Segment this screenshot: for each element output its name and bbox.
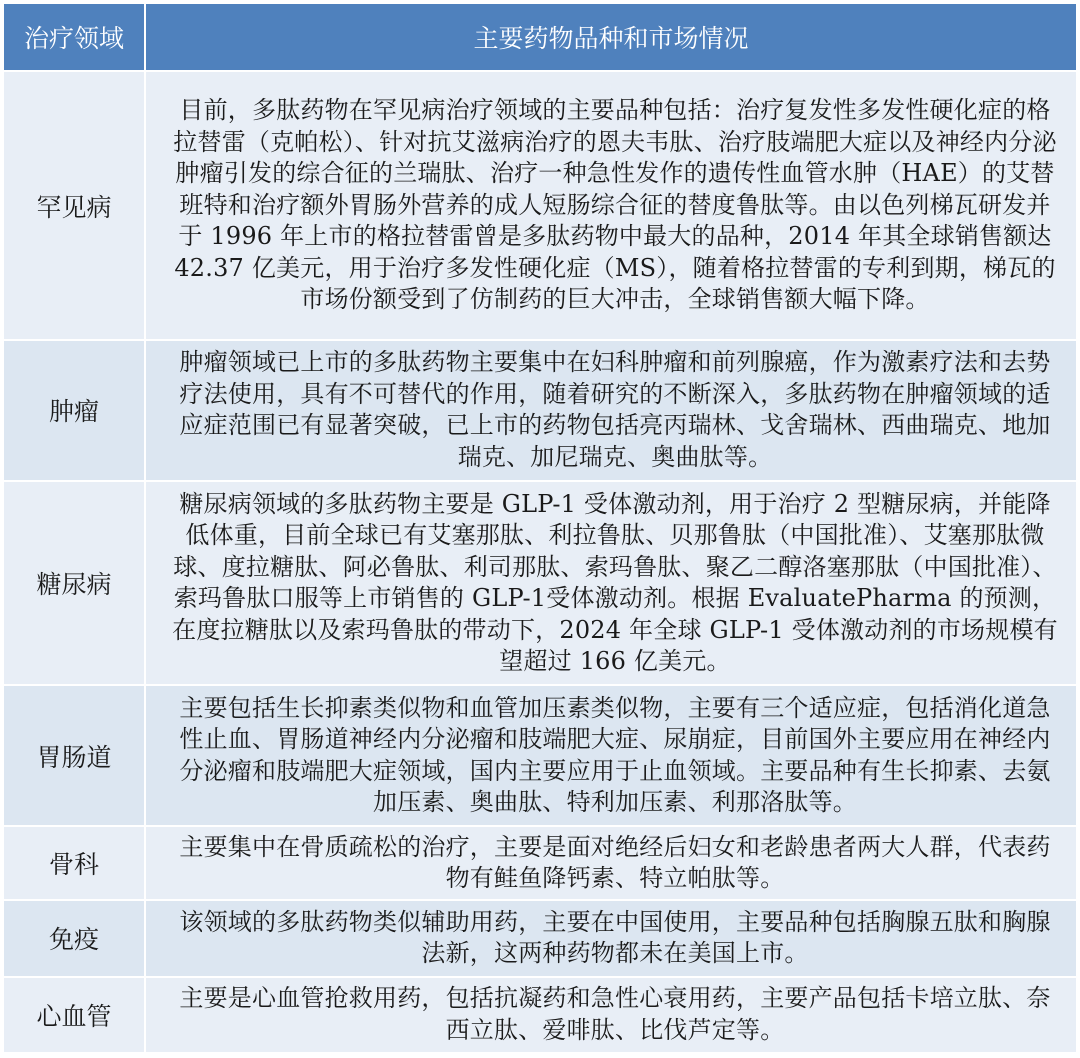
header-row xyxy=(3,3,1077,71)
row-description xyxy=(145,826,1077,900)
row-field: 肿瘤 xyxy=(3,340,145,481)
table-body xyxy=(3,71,1077,1053)
row-field: 胃肠道 xyxy=(3,685,145,826)
row-description xyxy=(145,977,1077,1053)
table-row xyxy=(3,340,1077,481)
drug-market-table xyxy=(2,2,1078,1054)
row-description-text: 该领域的多肽药物类似辅助用药，主要在中国使用，主要品种包括胸腺五肽和胸腺法新，这两种药物都未在美国上市。 xyxy=(179,907,1051,968)
row-description xyxy=(145,71,1077,340)
row-description xyxy=(145,685,1077,826)
table-row xyxy=(3,826,1077,900)
table-row xyxy=(3,71,1077,340)
row-field: 糖尿病 xyxy=(3,481,145,686)
row-description xyxy=(145,900,1077,976)
row-field: 心血管 xyxy=(3,977,145,1053)
row-description xyxy=(145,340,1077,481)
row-description xyxy=(145,481,1077,686)
row-field: 免疫 xyxy=(3,900,145,976)
row-field: 骨科 xyxy=(3,826,145,900)
row-description-text: 目前，多肽药物在罕见病治疗领域的主要品种包括：治疗复发性多发性硬化症的格拉替雷（克帕松）、针对抗艾滋病治疗的恩夫韦肽、治疗肢端肥大症以及神经内分泌肿瘤引发的综合征的兰瑞肽、治疗一种急性发作的遗传性血管水肿（HAE）的艾替班特和治疗额外胃肠外营养的成人短肠综合征的替度鲁肽等。由以色列梯瓦研发并于 1996 年上市的格拉替雷曾是多肽药物中最大的品种，2014 年其全球销售额达 42.37 亿美元，用于治疗多发性硬化症（MS），随着格拉替雷的专利到期，梯瓦的市场份额受到了仿制药的巨大冲击，全球销售额大幅下降。 xyxy=(173,96,1057,314)
row-description-text: 主要是心血管抢救用药，包括抗凝药和急性心衰用药，主要产品包括卡培立肽、奈西立肽、爱啡肽、比伐芦定等。 xyxy=(179,984,1051,1044)
row-description-text: 主要集中在骨质疏松的治疗，主要是面对绝经后妇女和老龄患者两大人群，代表药物有鲑鱼降钙素、特立帕肽等。 xyxy=(179,832,1051,893)
table-row xyxy=(3,977,1077,1053)
table-row xyxy=(3,900,1077,976)
header-field: 治疗领域 xyxy=(3,3,145,71)
row-description-text: 肿瘤领域已上市的多肽药物主要集中在妇科肿瘤和前列腺癌，作为激素疗法和去势疗法使用，具有不可替代的作用，随着研究的不断深入，多肽药物在肿瘤领域的适应症范围已有显著突破，已上市的药物包括亮丙瑞林、戈舍瑞林、西曲瑞克、地加瑞克、加尼瑞克、奥曲肽等。 xyxy=(179,348,1051,471)
row-description-text: 糖尿病领域的多肽药物主要是 GLP-1 受体激动剂，用于治疗 2 型糖尿病，并能降低体重，目前全球已有艾塞那肽、利拉鲁肽、贝那鲁肽（中国批准）、艾塞那肽微球、度拉糖肽、阿必鲁肽、利司那肽、索玛鲁肽、聚乙二醇洛塞那肽（中国批准）、索玛鲁肽口服等上市销售的 GLP-1受体激动剂。根据 EvaluatePharma 的预测，在度拉糖肽以及索玛鲁肽的带动下，2024 年全球 GLP-1 受体激动剂的市场规模有望超过 166 亿美元。 xyxy=(172,489,1058,676)
table-row xyxy=(3,685,1077,826)
table-row xyxy=(3,481,1077,686)
row-description-text: 主要包括生长抑素类似物和血管加压素类似物，主要有三个适应症，包括消化道急性止血、胃肠道神经内分泌瘤和肢端肥大症、尿崩症，目前国外主要应用在神经内分泌瘤和肢端肥大症领域，国内主要应用于止血领域。主要品种有生长抑素、去氨加压素、奥曲肽、特利加压素、利那洛肽等。 xyxy=(179,693,1051,817)
row-field: 罕见病 xyxy=(3,71,145,340)
table-header xyxy=(3,3,1077,71)
header-description: 主要药物品种和市场情况 xyxy=(145,3,1077,71)
